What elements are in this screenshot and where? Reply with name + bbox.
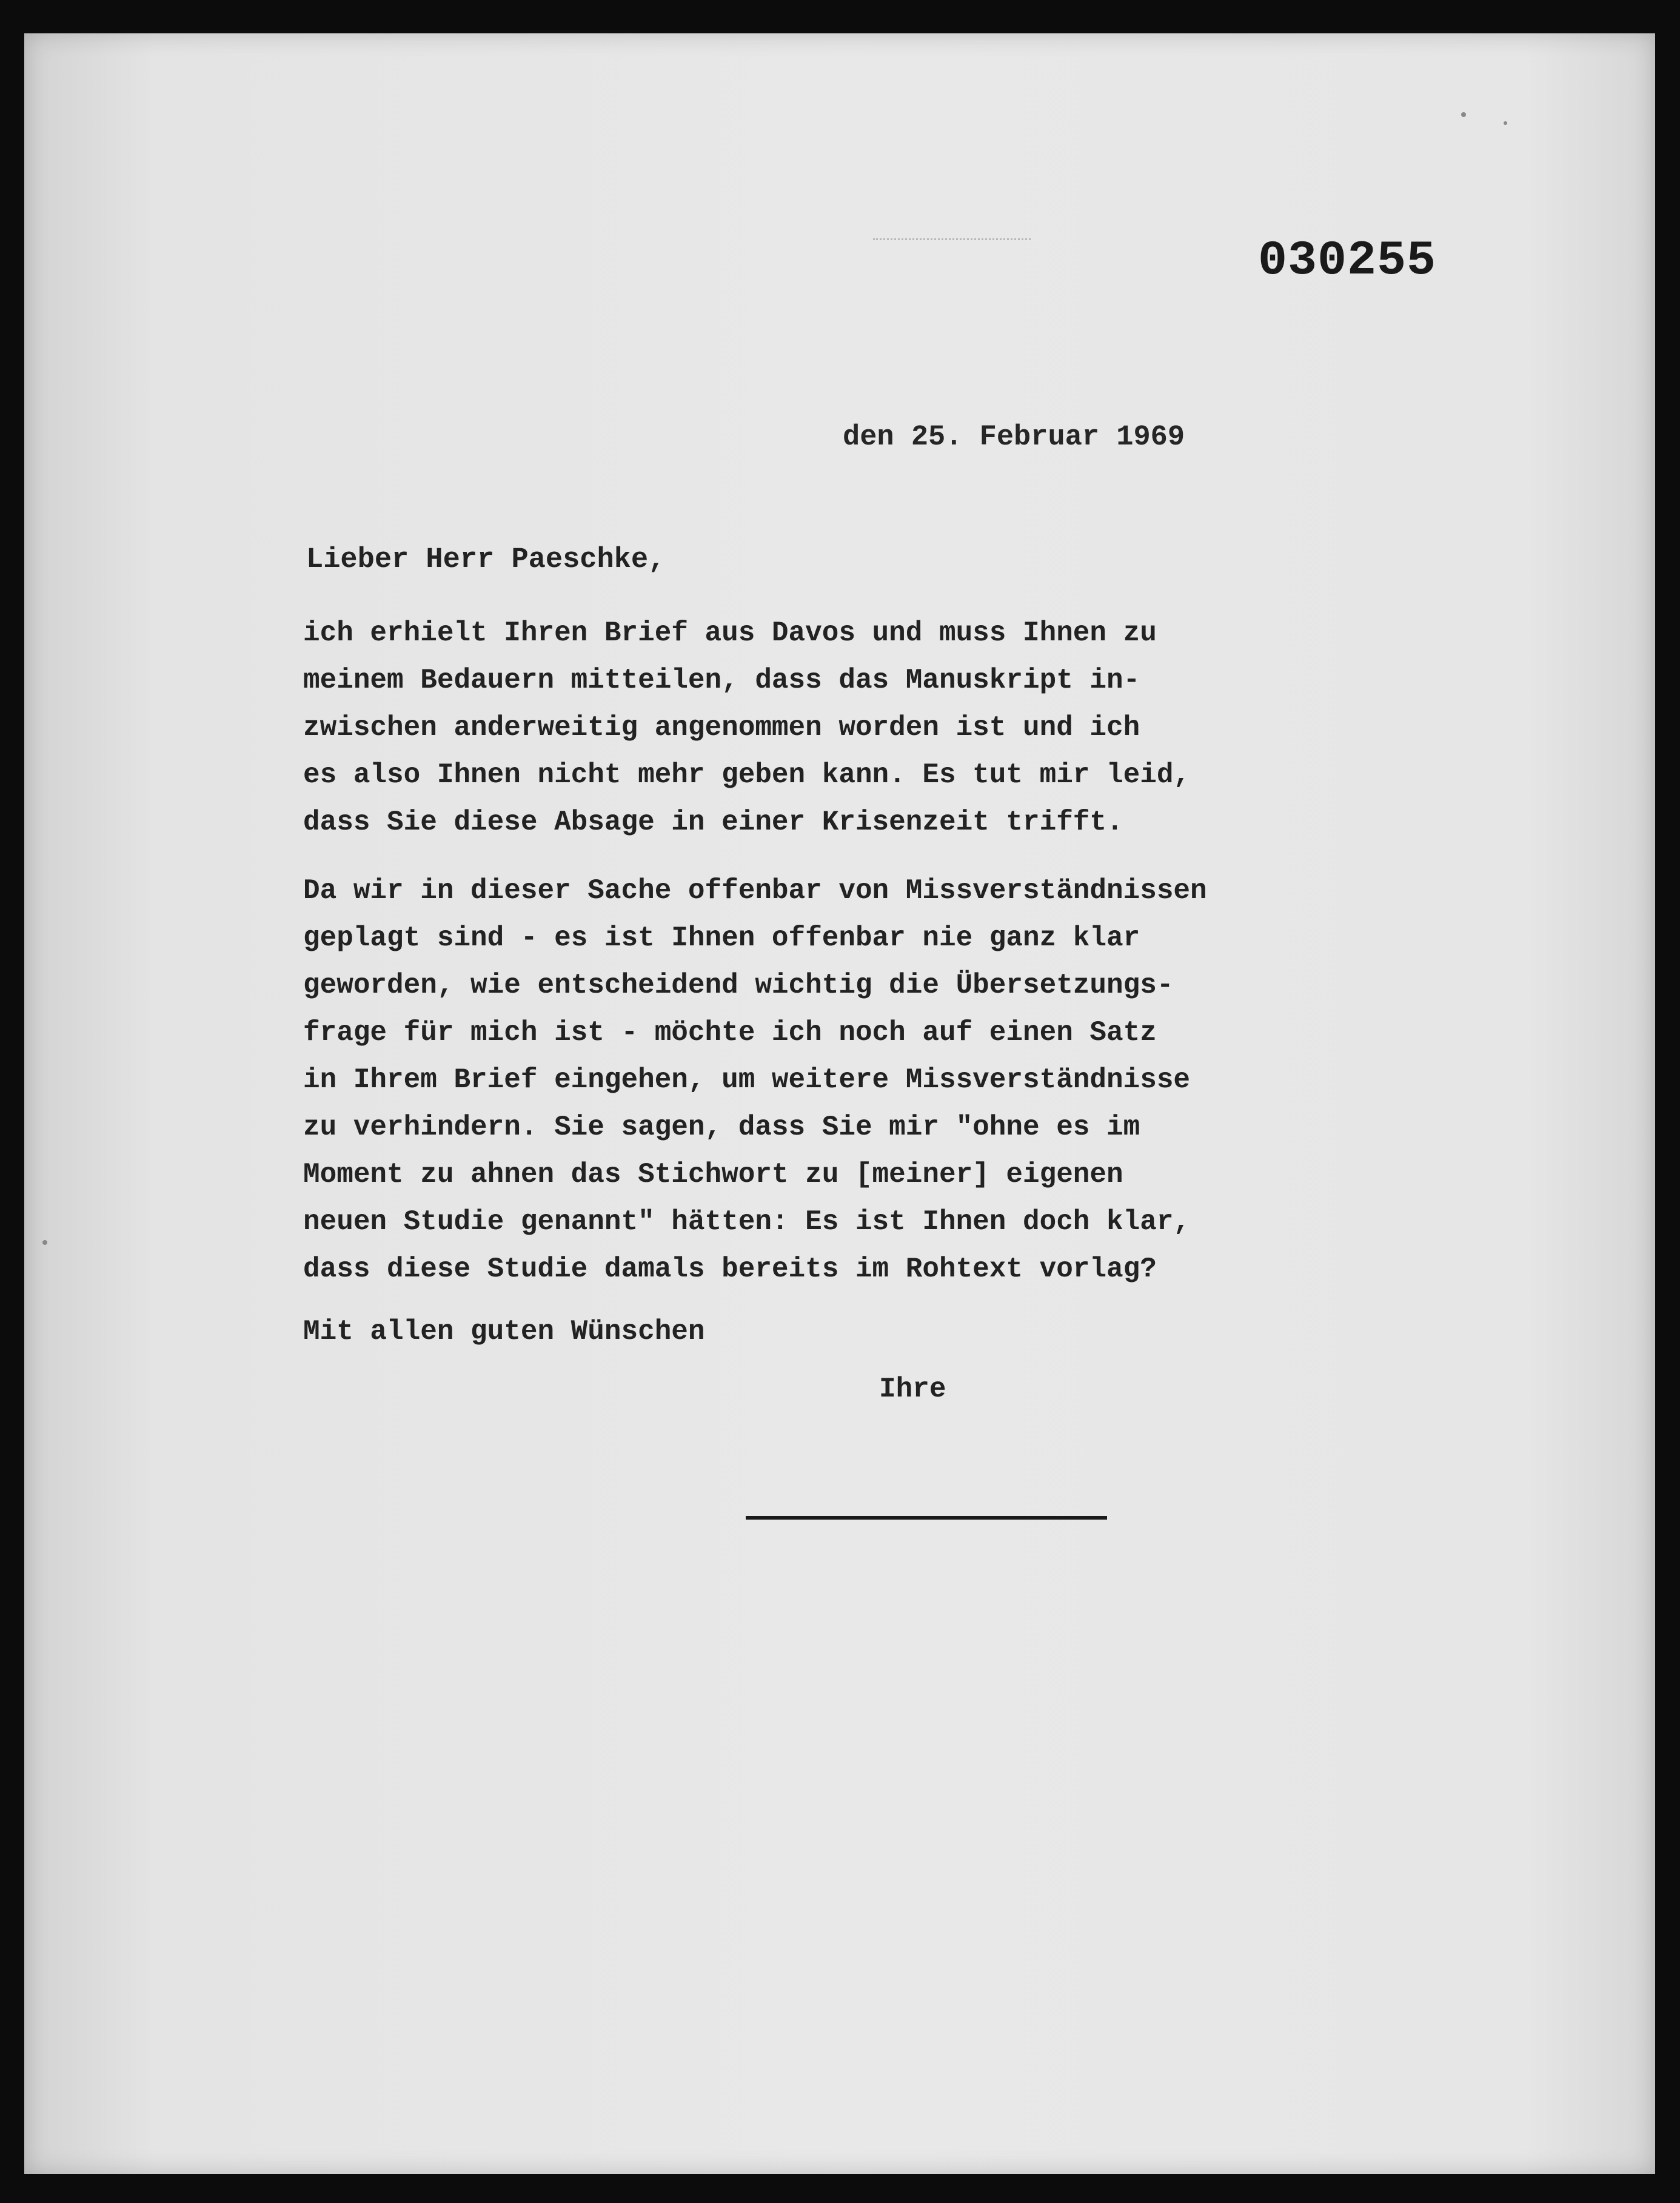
paragraph-2	[303, 867, 1207, 1293]
paper-speck	[1504, 121, 1507, 125]
paragraph-line: Da wir in dieser Sache offenbar von Missverständnissen	[303, 875, 1207, 907]
paragraph-line: es also Ihnen nicht mehr geben kann. Es tut mir leid,	[303, 759, 1191, 791]
paragraph-line: Moment zu ahnen das Stichwort zu [meiner] eigenen	[303, 1159, 1123, 1190]
paragraph-line: ich erhielt Ihren Brief aus Davos und muss Ihnen zu	[303, 617, 1157, 649]
paragraph-line: in Ihrem Brief eingehen, um weitere Missverständnisse	[303, 1064, 1191, 1096]
closing: Mit allen guten Wünschen	[303, 1316, 705, 1347]
paper-speck	[42, 1240, 47, 1245]
letter-date: den 25. Februar 1969	[843, 421, 1185, 454]
paragraph-line: neuen Studie genannt" hätten: Es ist Ihnen doch klar,	[303, 1206, 1191, 1238]
paragraph-1	[303, 609, 1190, 846]
paragraph-line: zwischen anderweitig angenommen worden ist und ich	[303, 712, 1140, 743]
paragraph-line: frage für mich ist - möchte ich noch auf einen Satz	[303, 1017, 1157, 1048]
paragraph-line: geplagt sind - es ist Ihnen offenbar nie ganz klar	[303, 922, 1140, 954]
letter-page	[24, 33, 1655, 2174]
signoff: Ihre	[879, 1373, 946, 1405]
paragraph-line: meinem Bedauern mitteilen, dass das Manuskript in-	[303, 665, 1140, 696]
paragraph-line: zu verhindern. Sie sagen, dass Sie mir "ohne es im	[303, 1112, 1140, 1143]
paragraph-line: dass diese Studie damals bereits im Rohtext vorlag?	[303, 1253, 1157, 1285]
paragraph-line: geworden, wie entscheidend wichtig die Übersetzungs-	[303, 970, 1174, 1001]
salutation: Lieber Herr Paeschke,	[306, 544, 666, 576]
signature-line	[746, 1516, 1107, 1520]
document-number: 030255	[1258, 233, 1437, 289]
faint-marks	[873, 238, 1031, 242]
paper-speck	[1461, 112, 1466, 117]
paragraph-line: dass Sie diese Absage in einer Krisenzeit trifft.	[303, 806, 1123, 838]
